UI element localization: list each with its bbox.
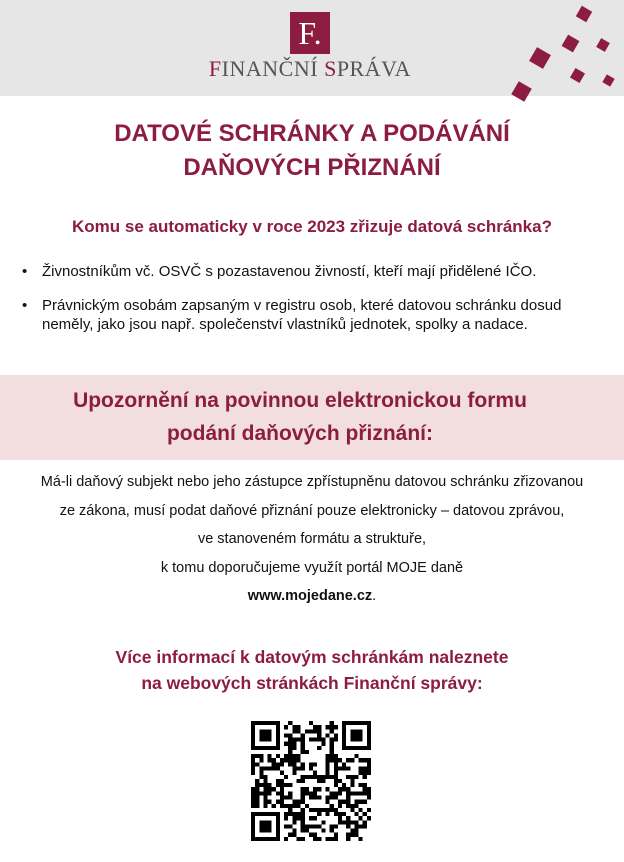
list-item: • Právnickým osobám zapsaným v registru osob, které datovou schránku dosud neměly, jako jsou např. společenství vlastníků jednotek, spolky a nadace. — [20, 296, 600, 334]
qr-code-icon[interactable] — [251, 721, 371, 841]
page-title: DATOVÉ SCHRÁNKY A PODÁVÁNÍ DAŇOVÝCH PŘIZNÁNÍ — [114, 120, 510, 181]
warning-heading: Upozornění na povinnou elektronickou formu podání daňových přiznání: — [73, 389, 527, 445]
decor-square — [511, 81, 531, 101]
website-link[interactable]: www.mojedane.cz — [247, 588, 373, 604]
bullet-list — [20, 262, 600, 349]
decor-square — [562, 35, 580, 53]
header-band — [0, 0, 624, 96]
list-item: • Živnostníkům vč. OSVČ s pozastavenou živností, kteří mají přidělené IČO. — [20, 262, 600, 281]
logo-wordmark: FINANČNÍ SPRÁVA — [208, 56, 412, 81]
more-info-heading: Více informací k datovým schránkám naleznete na webových stránkách Finanční správy: — [115, 647, 509, 693]
body-paragraph: Má-li daňový subjekt nebo jeho zástupce zpřístupněnu datovou schránku zřizovanou ze zákona, musí podat daňové přiznání pouze elektronicky – datovou zprávou, ve stanoveném formátu a struktuře, k tomu doporučujeme využít portál MOJE daně www.mojedane.cz. — [40, 474, 584, 604]
decor-square — [570, 68, 585, 83]
section-question: Komu se automaticky v roce 2023 zřizuje datová schránka? — [72, 217, 552, 236]
decor-square — [529, 47, 551, 69]
decor-square — [596, 38, 610, 52]
decor-square — [576, 6, 592, 22]
decor-square — [602, 74, 614, 86]
logo-mark: F. — [290, 12, 330, 54]
